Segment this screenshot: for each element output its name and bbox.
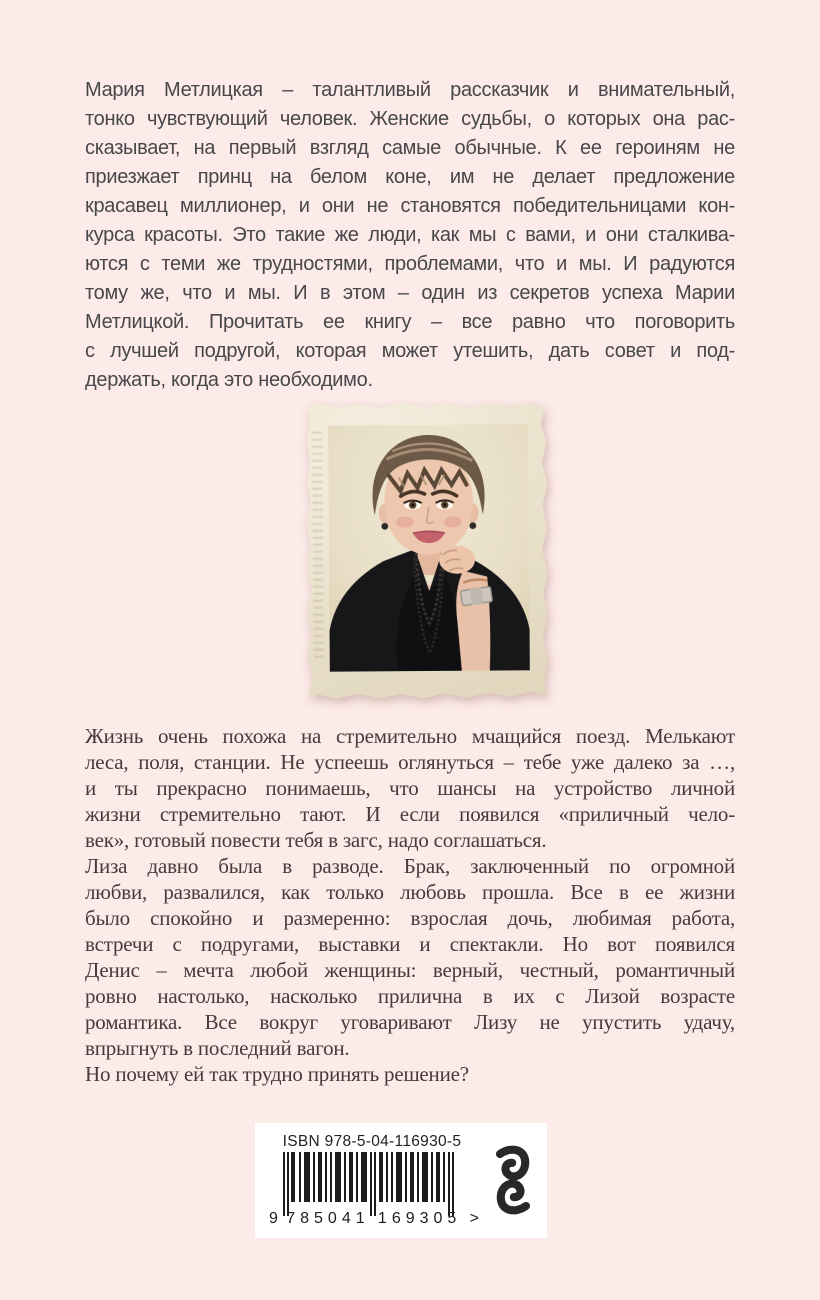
text-line: и ты прекрасно понимаешь, что шансы на устройство личной [85,776,735,800]
text-line: курса красоты. Это такие же люди, как мы с вами, и они сталкива- [85,224,735,246]
barcode-block [269,1133,481,1228]
text-line: леса, поля, станции. Не успеешь оглянуться – тебе уже далеко за …, [85,750,735,774]
ean13-barcode [269,1152,479,1218]
author-portrait-photo [328,424,530,671]
text-line: тонко чувствующий человек. Женские судьбы, о которых она рас- [85,108,735,130]
text-line: приезжает принц на белом коне, им не делает предложение [85,166,735,188]
torn-paper-background [305,400,549,700]
barcode-trailing-mark: > [469,1210,479,1227]
text-line: с лучшей подругой, которая может утешить, дать совет и под- [85,340,735,362]
text-line: ются с теми же трудностями, проблемами, что и мы. И радуются [85,253,735,275]
author-portrait-illustration [328,424,530,671]
barcode-digits [269,1210,479,1228]
text-line: Мария Метлицкая – талантливый рассказчик и внимательный, [85,79,735,101]
eksmo-logo-icon [487,1144,539,1216]
author-photo-torn-paper [305,400,549,700]
synopsis-paragraph [85,853,735,1061]
text-line: Жизнь очень похожа на стремительно мчащийся поезд. Мелькают [85,724,735,748]
text-line: тому же, что и мы. И в этом – один из секретов успеха Марии [85,282,735,304]
text-line: ровно настолько, насколько прилична в их с Лизой возрасте [85,984,735,1008]
text-line: романтика. Все вокруг уговаривают Лизу не упустить удачу, [85,1010,735,1034]
barcode-digit-group: 785041 [286,1210,370,1227]
text-line: Лиза давно была в разводе. Брак, заключенный по огромной [85,854,735,878]
barcode-digit-group: 169305 [377,1210,462,1227]
author-annotation-text [85,76,735,395]
synopsis-paragraph [85,723,735,853]
isbn-label: ISBN 978-5-04-116930-5 [282,1133,462,1150]
text-line: век», готовый повести тебя в загс, надо соглашаться. [85,828,547,852]
paper-margin-scribble [312,432,324,662]
text-line: жизни стремительно тают. И если появился «приличный чело- [85,802,735,826]
book-synopsis [85,723,735,1087]
text-line: Но почему ей так трудно принять решение? [85,1062,469,1086]
isbn-barcode-panel [255,1123,547,1238]
text-line: сказывает, на первый взгляд самые обычные. К ее героиням не [85,137,735,159]
eksmo-publisher-logo [487,1144,539,1221]
text-line: Денис – мечта любой женщины: верный, честный, романтичный [85,958,735,982]
text-line: было спокойно и размеренно: взрослая дочь, любимая работа, [85,906,735,930]
barcode-digit-leading: 9 [269,1210,278,1227]
text-line: Метлицкой. Прочитать ее книгу – все равно что поговорить [85,311,735,333]
synopsis-paragraph [85,1061,735,1087]
text-line: встречи с подругами, выставки и спектакли. Но вот появился [85,932,735,956]
text-line: красавец миллионер, и они не становятся победительницами кон- [85,195,735,217]
text-line: впрыгнуть в последний вагон. [85,1036,350,1060]
text-line: любви, развалился, как только любовь прошла. Все в ее жизни [85,880,735,904]
text-line: держать, когда это необходимо. [85,369,373,391]
